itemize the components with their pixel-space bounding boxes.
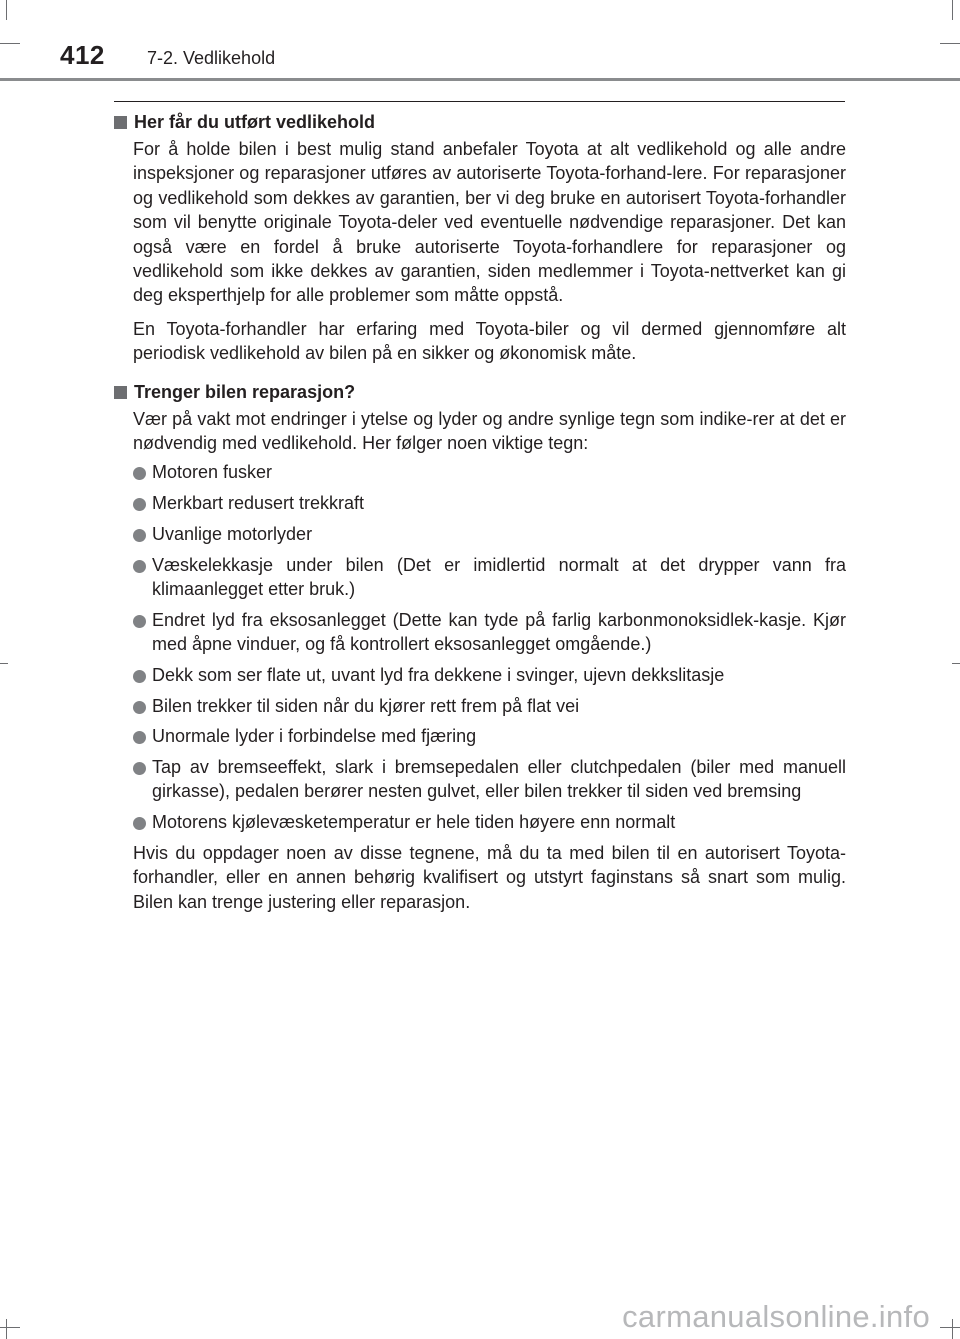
crop-mark [940,1327,960,1328]
section-heading-text: Trenger bilen reparasjon? [134,381,356,402]
paragraph: For å holde bilen i best mulig stand anbefaler Toyota at alt vedlikehold og alle andre inspeksjoner og reparasjoner utføres av autoriserte Toyota-forhand-lere. For reparasjoner og vedlikehold som dekkes av garantien, ber vi deg bruke en autorisert Toyota-forhandler som vil benytte originale Toyota-deler ved eventuelle nødvendige reparasjoner. Det kan også være en fordel å bruke autoriserte Toyota-forhandlere for reparasjoner og vedlikehold som ikke dekkes av garantien, siden medlemmer i Toyota-nettverket kan gi deg eksperthjelp for alle problemer som måtte oppstå. [133,139,846,306]
crop-mark [0,1327,20,1328]
list-item: Endret lyd fra eksosanlegget (Dette kan tyde på farlig karbonmonoksidlek-kasje. Kjør med åpne vinduer, og få kontrollert eksosanlegget omgående.) [114,608,846,657]
crop-mark [940,43,960,44]
section-heading-text: Her får du utført vedlikehold [134,112,376,132]
circle-bullet-icon [133,701,146,714]
section-heading [114,380,846,404]
circle-bullet-icon [133,560,146,573]
paragraph: Hvis du oppdager noen av disse tegnene, må du ta med bilen til en autorisert Toyota-forhandler, eller en annen behørig kvalifisert og utstyrt faginstans så snart som mulig. Bilen kan trenge justering eller reparasjon. [133,842,846,912]
crop-mark [952,663,960,664]
symptom-list [114,460,846,834]
list-item: Motoren fusker [114,460,846,484]
crop-mark [6,1319,7,1339]
page-content [114,110,846,914]
watermark: carmanualsonline.info [622,1299,930,1334]
circle-bullet-icon [133,467,146,480]
list-item: Uvanlige motorlyder [114,522,846,546]
paragraph: Vær på vakt mot endringer i ytelse og lyder og andre synlige tegn som indike-rer at det er nødvendig med vedlikehold. Her følger noen viktige tegn: [133,408,846,454]
list-item: Tap av bremseeffekt, slark i bremsepedalen eller clutchpedalen (biler med manuell girkasse), pedalen berører nesten gulvet, eller bilen trekker til siden ved bremsing [114,755,846,804]
crop-mark [952,1319,953,1339]
circle-bullet-icon [133,670,146,683]
header-bar [0,78,960,81]
crop-mark [952,0,953,20]
content-top-rule [114,101,845,102]
square-bullet-icon [114,116,127,129]
list-item: Unormale lyder i forbindelse med fjæring [114,724,846,748]
list-item: Bilen trekker til siden når du kjører rett frem på flat vei [114,694,846,718]
square-bullet-icon [114,386,127,399]
section-title: 7-2. Vedlikehold [147,48,276,68]
circle-bullet-icon [133,529,146,542]
circle-bullet-icon [133,762,146,775]
section-heading [114,110,846,134]
circle-bullet-icon [133,731,146,744]
crop-mark [6,0,7,20]
circle-bullet-icon [133,498,146,511]
circle-bullet-icon [133,615,146,628]
list-item: Merkbart redusert trekkraft [114,491,846,515]
paragraph: En Toyota-forhandler har erfaring med Toyota-biler og vil dermed gjennomføre alt periodisk vedlikehold av bilen på en sikker og økonomisk måte. [133,318,846,364]
crop-mark [0,43,20,44]
page-number: 412 [60,40,105,70]
list-item: Væskelekkasje under bilen (Det er imidlertid normalt at det drypper vann fra klimaanlegget etter bruk.) [114,553,846,602]
list-item: Dekk som ser flate ut, uvant lyd fra dekkene i svinger, ujevn dekkslitasje [114,663,846,687]
circle-bullet-icon [133,817,146,830]
crop-mark [0,663,8,664]
list-item: Motorens kjølevæsketemperatur er hele tiden høyere enn normalt [114,810,846,834]
